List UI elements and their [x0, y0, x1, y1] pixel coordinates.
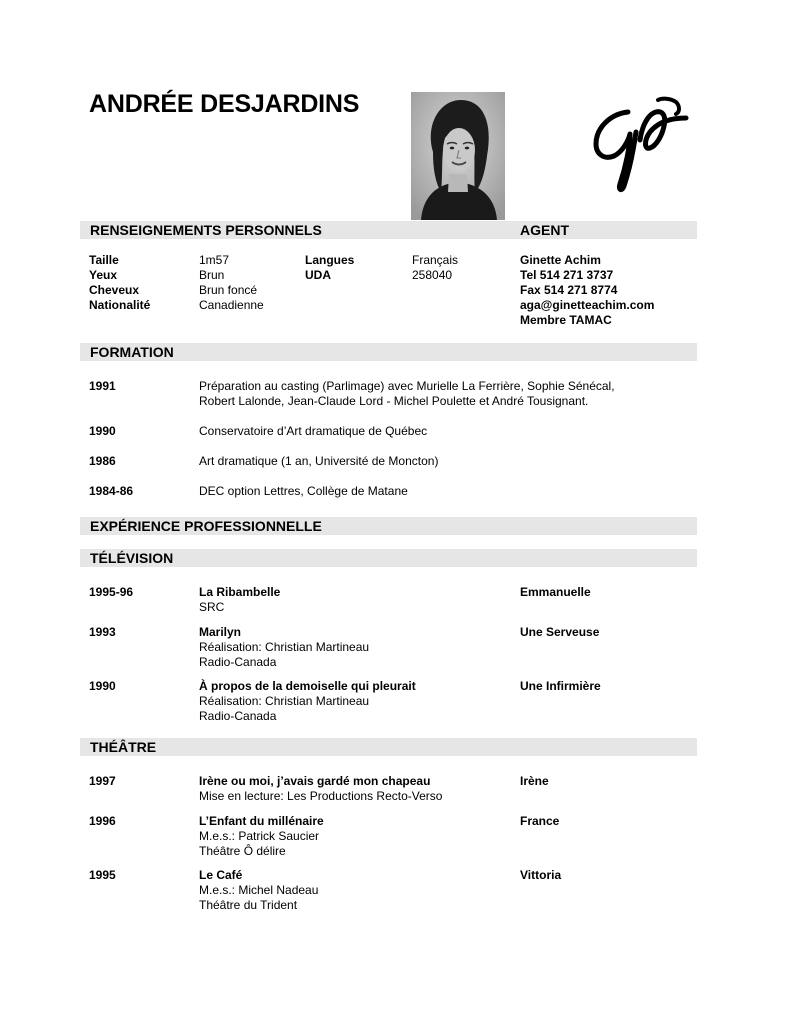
formation-description: Préparation au casting (Parlimage) avec Murielle La Ferrière, Sophie Sénécal,	[199, 379, 615, 393]
personal-label: Nationalité	[89, 298, 151, 312]
tv-detail: Radio-Canada	[199, 655, 277, 669]
formation-description: DEC option Lettres, Collège de Matane	[199, 484, 408, 498]
agent-fax: Fax 514 271 8774	[520, 283, 618, 297]
personal-value: Brun foncé	[199, 283, 258, 297]
theatre-detail: Théâtre Ô délire	[199, 844, 286, 858]
theatre-detail: Mise en lecture: Les Productions Recto-Verso	[199, 789, 443, 803]
theatre-role: France	[520, 814, 560, 828]
section-title-television: TÉLÉVISION	[90, 550, 174, 566]
agent-membership: Membre TAMAC	[520, 313, 612, 327]
personal-label: Langues	[305, 253, 355, 267]
theatre-year: 1995	[89, 868, 116, 882]
theatre-title: Le Café	[199, 868, 243, 882]
formation-year: 1991	[89, 379, 116, 393]
formation-year: 1990	[89, 424, 116, 438]
theatre-year: 1997	[89, 774, 116, 788]
tv-title: À propos de la demoiselle qui pleurait	[199, 679, 416, 693]
personal-label: Taille	[89, 253, 119, 267]
theatre-detail: Théâtre du Trident	[199, 898, 298, 912]
theatre-role: Vittoria	[520, 868, 562, 882]
section-title-formation: FORMATION	[90, 344, 174, 360]
agent-name: Ginette Achim	[520, 253, 601, 267]
personal-value: 1m57	[199, 253, 230, 267]
formation-description: Art dramatique (1 an, Université de Moncton)	[199, 454, 439, 468]
personal-value: 258040	[412, 268, 453, 282]
agent-phone: Tel 514 271 3737	[520, 268, 614, 282]
tv-role: Emmanuelle	[520, 585, 591, 599]
personal-label: Yeux	[89, 268, 118, 282]
section-title-experience: EXPÉRIENCE PROFESSIONNELLE	[90, 518, 322, 534]
formation-description: Conservatoire d’Art dramatique de Québec	[199, 424, 428, 438]
tv-year: 1990	[89, 679, 116, 693]
theatre-year: 1996	[89, 814, 116, 828]
tv-year: 1993	[89, 625, 116, 639]
theatre-title: Irène ou moi, j’avais gardé mon chapeau	[199, 774, 431, 788]
personal-value: Français	[412, 253, 459, 267]
section-bar-personal	[80, 221, 697, 239]
tv-year: 1995-96	[89, 585, 134, 599]
tv-detail: SRC	[199, 600, 225, 614]
theatre-detail: M.e.s.: Michel Nadeau	[199, 883, 319, 897]
section-title-personal: RENSEIGNEMENTS PERSONNELS	[90, 222, 322, 238]
formation-description: Robert Lalonde, Jean-Claude Lord - Michel Poulette et André Tousignant.	[199, 394, 589, 408]
tv-title: Marilyn	[199, 625, 242, 639]
page-title: ANDRÉE DESJARDINS	[89, 90, 360, 118]
agent-email: aga@ginetteachim.com	[520, 298, 655, 312]
section-bar-theatre	[80, 738, 697, 756]
tv-detail: Radio-Canada	[199, 709, 277, 723]
theatre-detail: M.e.s.: Patrick Saucier	[199, 829, 320, 843]
tv-role: Une Serveuse	[520, 625, 600, 639]
section-bar-experience	[80, 517, 697, 535]
personal-label: Cheveux	[89, 283, 140, 297]
section-title-theatre: THÉÂTRE	[90, 739, 157, 755]
tv-title: La Ribambelle	[199, 585, 281, 599]
section-bar-formation	[80, 343, 697, 361]
section-bar-television	[80, 549, 697, 567]
personal-label: UDA	[305, 268, 331, 282]
formation-year: 1984-86	[89, 484, 134, 498]
profile-photo	[411, 92, 505, 220]
theatre-role: Irène	[520, 774, 549, 788]
personal-value: Canadienne	[199, 298, 264, 312]
formation-year: 1986	[89, 454, 116, 468]
personal-value: Brun	[199, 268, 225, 282]
tv-role: Une Infirmière	[520, 679, 601, 693]
theatre-title: L’Enfant du millénaire	[199, 814, 324, 828]
tv-detail: Réalisation: Christian Martineau	[199, 694, 370, 708]
tv-detail: Réalisation: Christian Martineau	[199, 640, 370, 654]
agency-logo	[590, 92, 692, 198]
section-title-agent: AGENT	[520, 222, 569, 238]
